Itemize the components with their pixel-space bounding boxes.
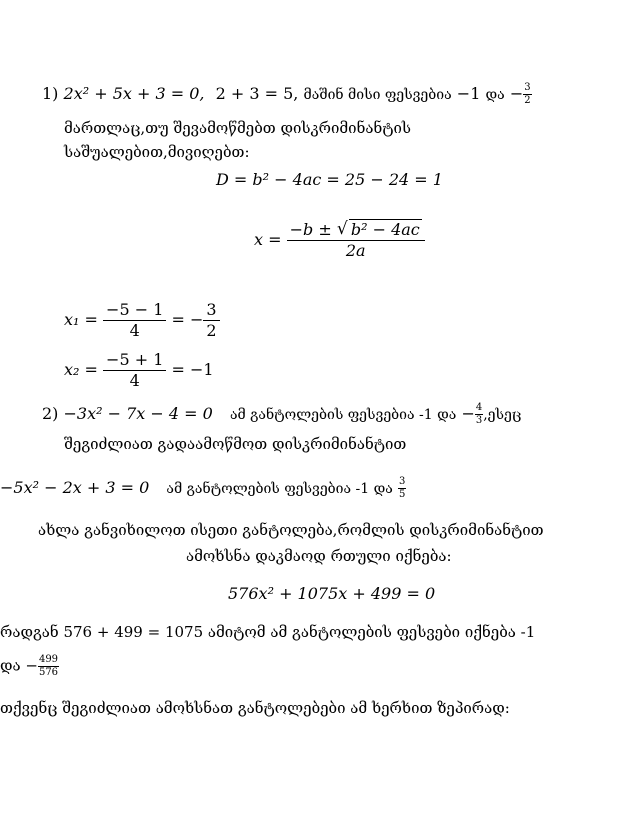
x2-line xyxy=(64,350,214,391)
formula-fraction: $\frac{\text{−b ± √ b² − 4ac}}{2a}$ xyxy=(287,220,425,261)
paragraph-5-and: და − xyxy=(0,656,38,675)
x1-line xyxy=(64,300,220,341)
problem-1-text: მაშინ მისი ფესვებია xyxy=(303,87,452,103)
problem-3-equation: −5x² − 2x + 3 = 0 xyxy=(0,478,150,497)
paragraph-6-line-1 xyxy=(0,698,510,718)
problem-2-text: ამ განტოლების ფესვებია -1 და xyxy=(229,407,457,423)
problem-1-root-2-sign: − xyxy=(509,84,524,103)
problem-2-root-fraction: $\frac{4}{3}$ xyxy=(475,402,483,426)
x1-lhs: x₁ = xyxy=(64,310,98,329)
problem-2-tail: ,ესეც xyxy=(483,407,522,423)
problem-2-number: 2) xyxy=(42,404,59,423)
paragraph-5-text: რადგან 576 + 499 = 1075 ამიტომ ამ განტოლების ფესვები იქნება -1 xyxy=(0,623,536,641)
problem-2-line xyxy=(42,402,521,427)
x1-fraction: $\frac{-5 - 1}{4}$ xyxy=(103,300,166,341)
x2-fraction: $\frac{-5 + 1}{4}$ xyxy=(103,350,166,391)
x1-mid: = − xyxy=(171,310,204,329)
problem-1-explanation: მართლაც,თუ შევამოწმებთ დისკრიმინანტის xyxy=(64,119,411,137)
problem-2-equation: −3x² − 7x − 4 = 0 xyxy=(63,404,213,423)
problem-1-line-2 xyxy=(64,118,411,138)
problem-1-line-3 xyxy=(64,142,250,162)
paragraph-4-text: ახლა განვიხილოთ ისეთი განტოლება,რომლის დისკრიმინანტით xyxy=(38,521,544,539)
problem-1-root-1: −1 xyxy=(456,84,481,103)
paragraph-6-text: თქვენც შეგიძლიათ ამოხსნათ განტოლებები ამ ხერხით ზეპირად: xyxy=(0,699,510,717)
problem-1-line xyxy=(42,82,532,107)
problem-1-and: და xyxy=(485,87,505,103)
paragraph-5-line-2 xyxy=(0,654,59,679)
discriminant-formula: D = b² − 4ac = 25 − 24 = 1 xyxy=(216,170,443,189)
problem-2-line-2 xyxy=(64,434,406,454)
problem-1-check: 2 + 3 = 5, xyxy=(215,84,299,103)
paragraph-4-line-2 xyxy=(186,546,452,566)
problem-3-root-fraction: $\frac{3}{5}$ xyxy=(398,476,406,500)
problem-2-explanation: შეგიძლიათ გადაამოწმოთ დისკრიმინანტით xyxy=(64,435,407,453)
problem-3-text: ამ განტოლების ფესვებია -1 და xyxy=(166,481,393,497)
quadratic-formula xyxy=(254,220,425,261)
equation-576: 576x² + 1075x + 499 = 0 xyxy=(228,584,436,603)
problem-3-line xyxy=(0,476,406,501)
problem-1-number: 1) xyxy=(42,84,59,103)
x2-lhs: x₂ = xyxy=(64,360,98,379)
paragraph-4-line-1 xyxy=(38,520,544,540)
sqrt-icon: √ b² − 4ac xyxy=(337,220,422,240)
problem-1-explanation-2: საშუალებით,მივიღებთ: xyxy=(64,143,250,161)
formula-lhs: x = xyxy=(254,230,282,249)
x2-result: = −1 xyxy=(171,360,214,379)
problem-1-equation: 2x² + 5x + 3 = 0, xyxy=(63,84,205,103)
paragraph-4-text-2: ამოხსნა დაკმაოდ რთული იქნება: xyxy=(186,547,452,565)
problem-1-root-2-fraction: $\frac{3}{2}$ xyxy=(524,82,531,106)
problem-2-root-sign: − xyxy=(461,404,475,423)
paragraph-5-root-fraction: $\frac{499}{576}$ xyxy=(38,654,59,678)
x1-result-fraction: $\frac{3}{2}$ xyxy=(203,300,219,341)
paragraph-5-line-1 xyxy=(0,622,535,642)
